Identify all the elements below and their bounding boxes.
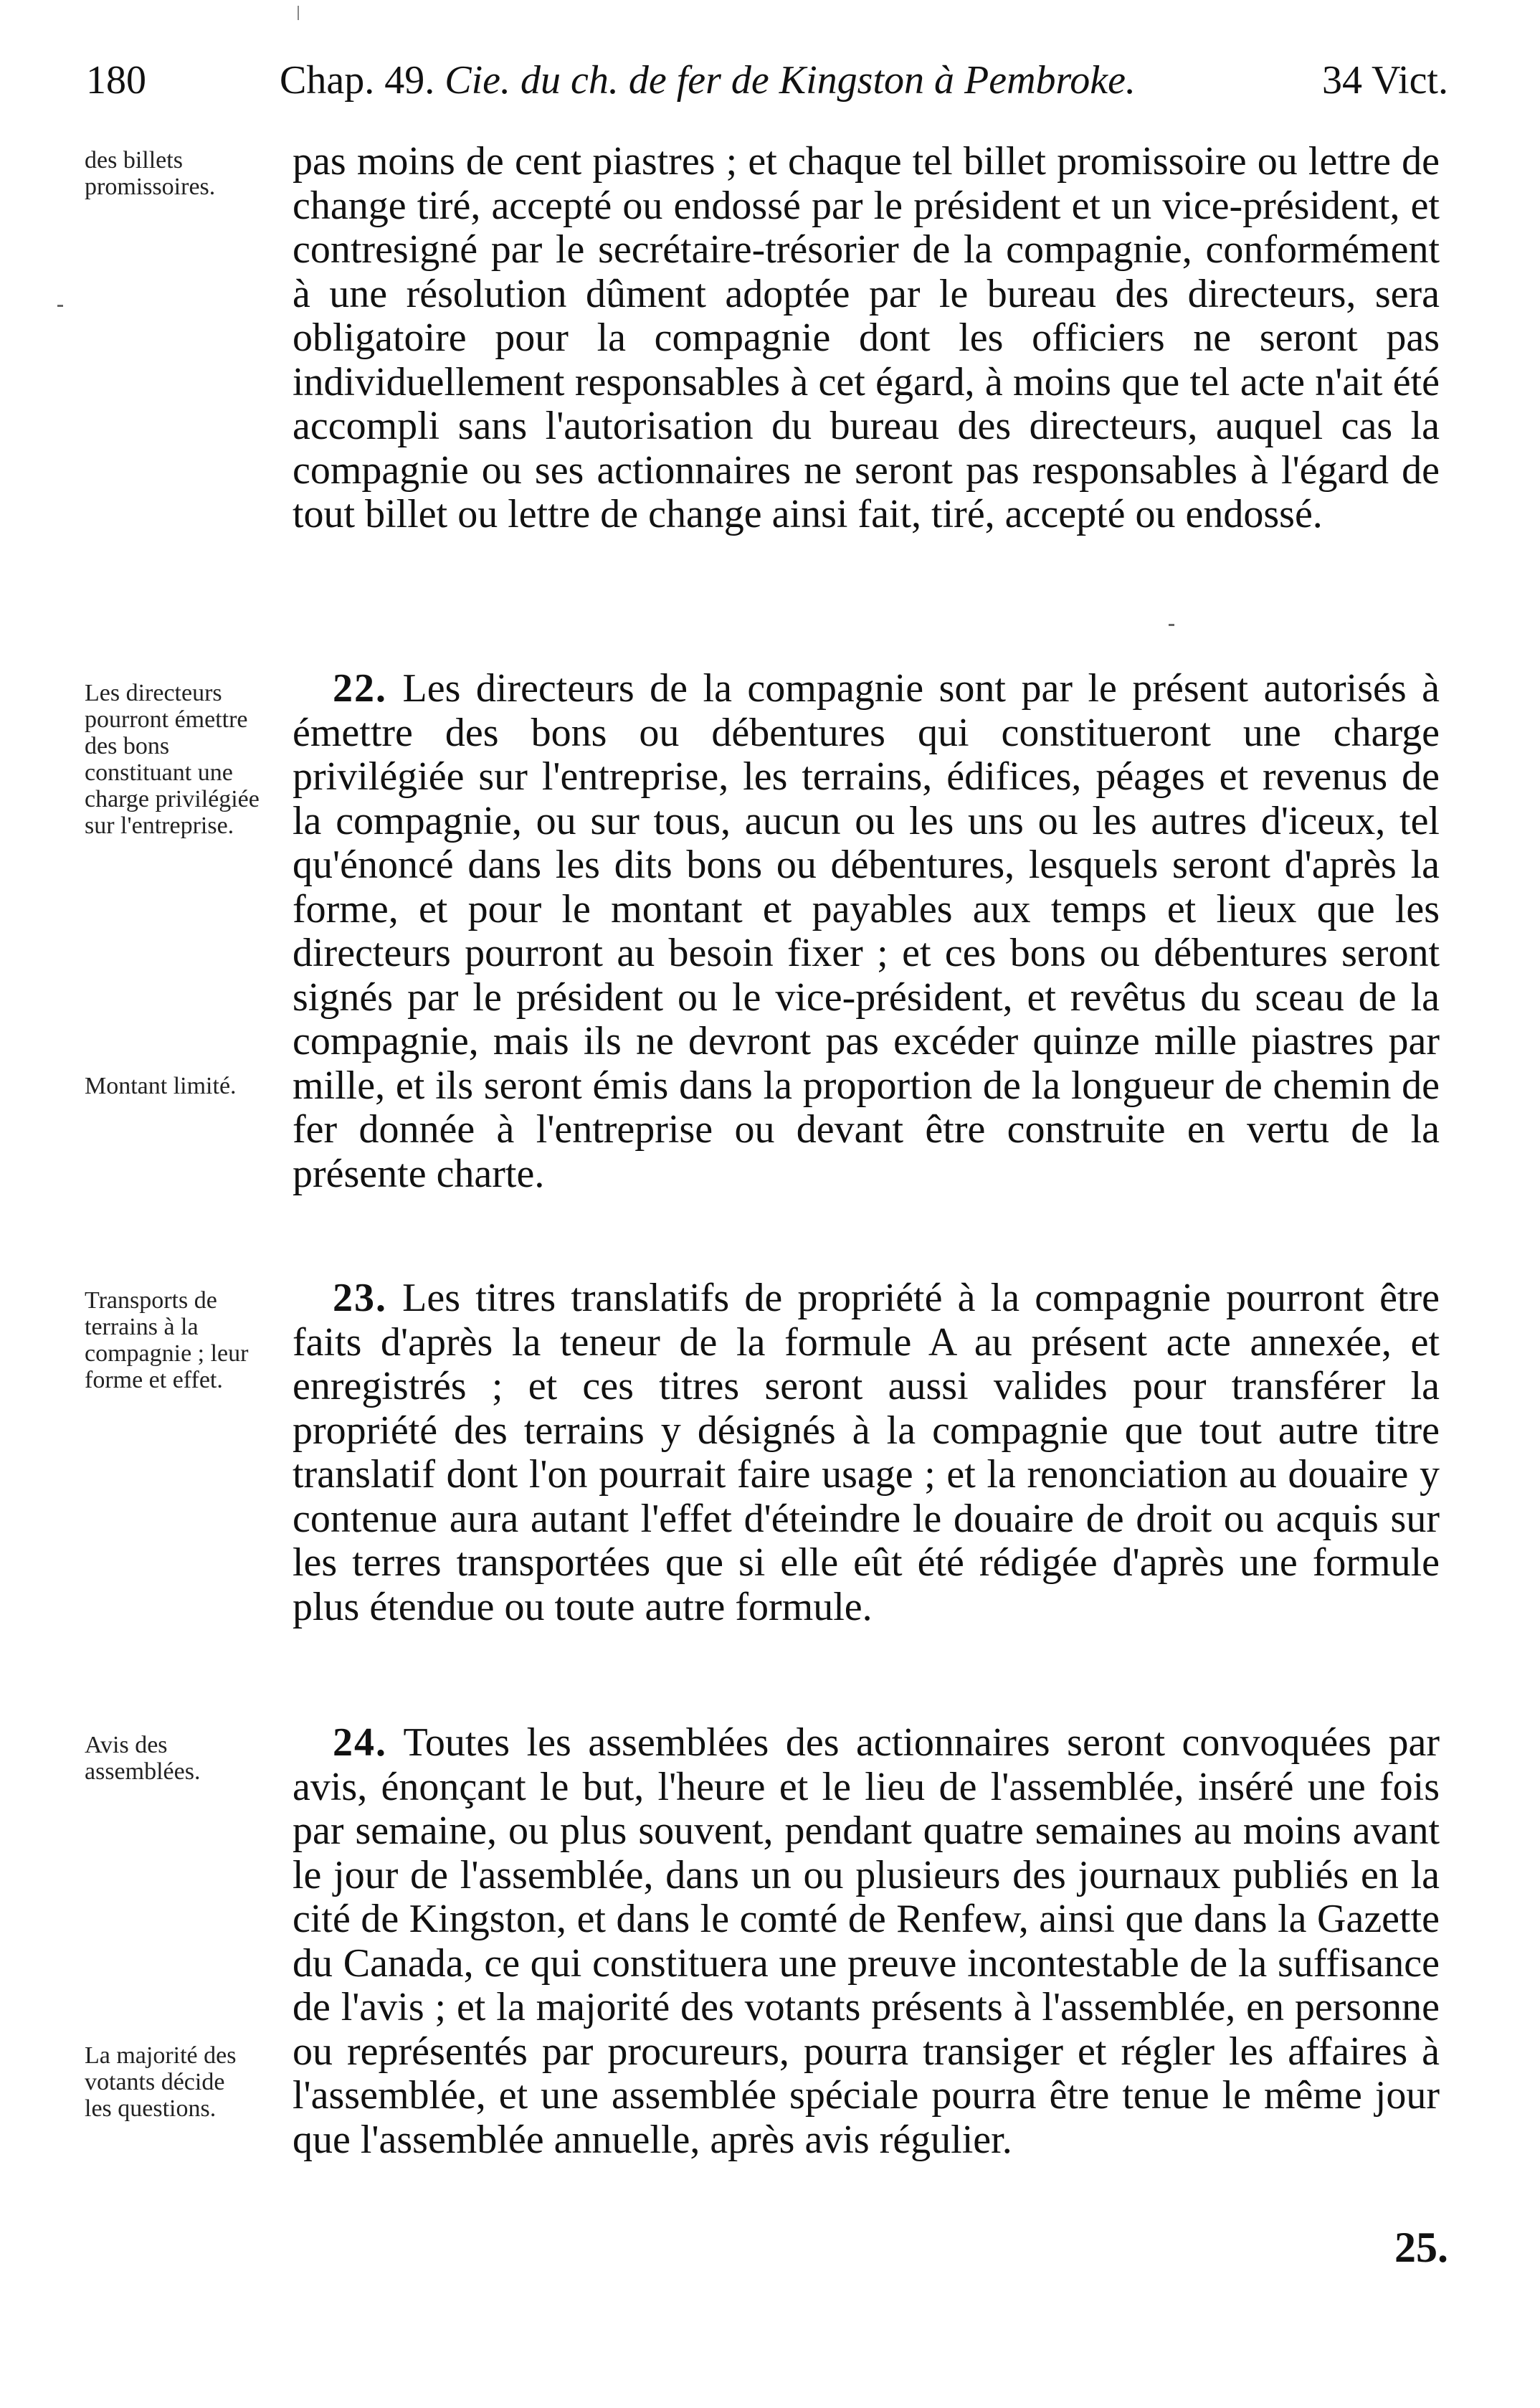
margin-dot	[1169, 624, 1174, 626]
act-title: Cie. du ch. de fer de Kingston à Pembroke.	[445, 58, 1136, 103]
paragraph-text: Toutes les assemblées des actionnaires seront convoquées par avis, énonçant le but, l'heure et le lieu de l'assemblée, inséré une fois par semaine, ou plus souvent, pendant quatre semaines au moins avant le jour de l'assemblée, dans un ou plusieurs des journaux publiés en la cité de Kingston, et dans le comté de Renfew, ainsi que dans la Gazette du Canada, ce qui constituera une preuve incontestable de la suffisance de l'avis ; et la majorité des votants présents à l'assemblée, en personne ou représentés par procureurs, pourra transiger et régler les affaires à l'assemblée, et une assemblée spéciale pourra être tenue le même jour que l'assemblée annuelle, après avis régulier.	[293, 1720, 1440, 2162]
paragraph-text: Les titres translatifs de propriété à la compagnie pourront être faits d'après la teneur de la formule A au présent acte annexée, et enregistrés ; et ces titres seront aussi valides pour transférer la propriété des terrains y désignés à la compagnie que tout autre titre translatif dont l'on pourrait faire usage ; et la renonciation au douaire y contenue aura autant l'effet d'éteindre le douaire de droit ou acquis sur les terres transportées que si elle eût été rédigée d'après une formule plus étendue ou toute autre formule.	[293, 1276, 1440, 1629]
chapter-label: Chap. 49.	[280, 58, 435, 103]
page-number: 180	[86, 58, 146, 103]
margin-note-majorite: La majorité des votants décide les questions.	[85, 2042, 237, 2122]
margin-note-avis: Avis des assemblées.	[85, 1732, 201, 1785]
paragraph-continued	[293, 140, 1440, 537]
regnal-year: 34 Vict.	[1321, 58, 1448, 103]
section-number: 23.	[333, 1276, 387, 1320]
margin-dot	[57, 305, 63, 307]
margin-note-transports: Transports de terrains à la compagnie ; leur forme et effet.	[85, 1287, 249, 1393]
paragraph-text: pas moins de cent piastres ; et chaque tel billet promissoire ou lettre de change tiré, accepté ou endossé par le président et un vice-président, et contresigné par le secrétaire-trésorier de la compagnie, conformément à une résolution dûment adoptée par le bureau des directeurs, sera obligatoire pour la compagnie dont les officiers ne seront pas individuellement responsables à cet égard, à moins que tel acte n'ait été accompli sans l'autorisation du bureau des directeurs, auquel cas la compagnie ou ses actionnaires ne seront pas responsables à l'égard de tout billet ou lettre de change ainsi fait, tiré, accepté ou endossé.	[293, 139, 1440, 536]
margin-note-directeurs: Les directeurs pourront émettre des bons constituant une charge privilégiée sur l'entreprise.	[85, 680, 260, 839]
section-22	[293, 667, 1440, 1196]
section-23	[293, 1276, 1440, 1629]
margin-note-billets: des billets promissoires.	[85, 147, 216, 200]
running-header	[86, 57, 1448, 115]
margin-note-montant: Montant limité.	[85, 1073, 237, 1099]
paragraph-text: Les directeurs de la compagnie sont par le présent autorisés à émettre des bons ou débentures qui constitueront une charge privilégiée sur l'entreprise, les terrains, édifices, péages et revenus de la compagnie, ou sur tous, aucun ou les uns ou les autres d'iceux, tel qu'énoncé dans les dits bons ou débentures, lesquels seront d'après la forme, et pour le montant et payables aux temps et lieux que les directeurs pourront au besoin fixer ; et ces bons ou débentures seront signés par le président ou le vice-président, et revêtus du sceau de la compagnie, mais ils ne devront pas excéder quinze mille piastres par mille, et ils seront émis dans la proportion de la longueur de chemin de fer donnée à l'entreprise ou devant être construite en vertu de la présente charte.	[293, 666, 1440, 1196]
printer-mark	[298, 6, 299, 20]
section-24	[293, 1721, 1440, 2162]
running-title	[280, 57, 1233, 103]
catchword: 25.	[1394, 2224, 1448, 2271]
section-number: 24.	[333, 1720, 387, 1765]
section-number: 22.	[333, 666, 387, 711]
